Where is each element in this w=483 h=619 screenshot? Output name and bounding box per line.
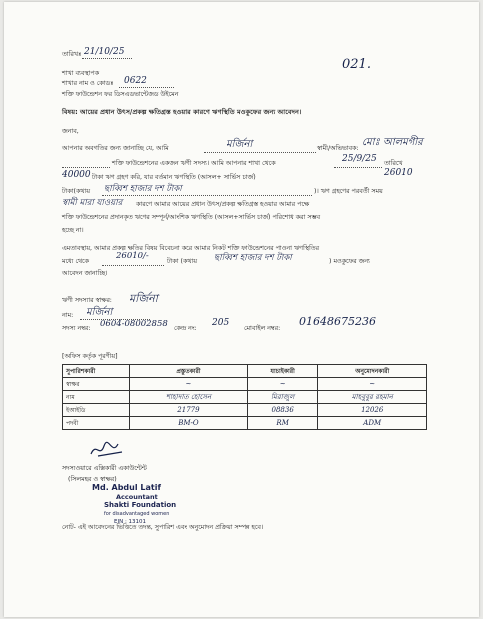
center-no-label: কেন্দ্র নং: — [174, 325, 197, 332]
loan-date: 25/9/25 — [342, 154, 377, 164]
husband-label: স্বামী/অভিভাবক: — [317, 145, 359, 152]
center-number: 205 — [212, 318, 230, 328]
balance-in-words: ছাব্বিশ হাজার দশ টাকা — [104, 184, 182, 194]
table-cell: RM — [247, 417, 318, 430]
accountant-signature-mark — [88, 438, 128, 462]
signature-label: ঋণী সদস্যার স্বাক্ষর: — [62, 297, 112, 304]
table-cell: 08836 — [247, 404, 318, 417]
body-line7: হচ্ছে না। — [62, 227, 84, 234]
mobile-number: 01648675236 — [299, 315, 376, 328]
body-line3: টাকা ঋণ গ্রহণ করি, যার বর্তমান ঋণস্থিতি (আসল+ সার্ভিস চার্জ) — [92, 174, 256, 181]
member-no-label: সদস্য নম্বর: — [62, 325, 91, 332]
borrower-name: মর্জিনা — [226, 139, 253, 150]
member-number: 0604-08002858 — [100, 319, 168, 329]
applicant-name: মর্জিনা — [86, 307, 113, 318]
mobile-label: মোবাইল নম্বর: — [244, 325, 281, 332]
dots-name — [204, 152, 316, 153]
para2-line3: আবেদন জানাচ্ছি। — [62, 270, 108, 277]
row-label: ইআইডি — [63, 404, 130, 417]
dots-lead — [62, 167, 110, 168]
body-line5: কারণে আমার আয়ের প্রধান উৎস/প্রকল্প ক্ষতিগ্রস্ত হওয়ার আমার পক্ষে — [136, 201, 310, 208]
row-label: নাম — [63, 391, 130, 404]
reference-number: 021. — [342, 57, 371, 72]
body-line2: শক্তি ফাউন্ডেশনের একজন ঋণী সদস্য। আমি আপনার শাখা থেকে — [112, 160, 276, 167]
para2-line2-mid: টাকা (কথায় — [167, 258, 197, 265]
para2-line1: এমতাবস্থায়, আমার প্রকল্প ক্ষতির বিষয় বিবেচনা করে আমার নিকট শক্তি ফাউন্ডেশনের পাওনা ঋণস্থিতির — [62, 245, 319, 252]
signature-cell: ~ — [318, 378, 427, 391]
body-line6: শক্তি ফাউন্ডেশনের প্রদানকৃত ঋণের সম্পূর্ন/আংশিক ঋণস্থিতি (আসল+সার্ভিস চার্জ) পরিশোধ করা সম্ভব — [62, 214, 320, 221]
reason: স্বামী মারা যাওয়ার — [62, 198, 123, 208]
table-cell: ADM — [318, 417, 427, 430]
line2-suffix: তারিখে — [384, 160, 403, 167]
office-section-label: [অফিস কর্তৃক পূরণীয়] — [62, 353, 118, 360]
table-cell: মিরাজুল — [247, 391, 318, 404]
current-balance: 26010 — [384, 168, 413, 178]
office-approval-table — [62, 364, 427, 430]
body-line1: আপনার অবগতির জন্য জানাচ্ছি যে, আমি — [62, 145, 169, 152]
column-header: অনুমোদনকারী — [318, 365, 427, 378]
signature-cell: ~ — [130, 378, 248, 391]
loan-amount: 40000 — [62, 170, 91, 180]
table-row — [63, 417, 427, 430]
stamp-role: Accountant — [116, 493, 158, 501]
column-header: যাচাইকারী — [247, 365, 318, 378]
stamp-org: Shakti Foundation — [104, 501, 177, 509]
table-header-row — [63, 365, 427, 378]
dots-waive — [102, 265, 164, 266]
table-cell: 21779 — [130, 404, 248, 417]
para2-line2-suffix: ) মওকুফের জন্য — [329, 258, 370, 265]
date-label: তারিখঃ — [62, 51, 82, 58]
waive-amount-words: ছাব্বিশ হাজার দশ টাকা — [214, 253, 292, 263]
table-cell: BM-O — [130, 417, 248, 430]
para2-line2-prefix: মধ্যে থেকে — [62, 258, 89, 265]
row-label: স্বাক্ষর — [63, 378, 130, 391]
stamp-name: Md. Abdul Latif — [92, 483, 161, 492]
dots-words — [102, 195, 312, 196]
date-value: 21/10/25 — [84, 47, 125, 57]
dots-date — [334, 167, 382, 168]
application-page — [4, 2, 479, 617]
branch-dots — [119, 87, 174, 88]
row-label: পদবী — [63, 417, 130, 430]
subject: বিষয়: আয়ের প্রধান উৎস/প্রকল্প ক্ষতিগ্রস্ত হওয়ার কারণে ঋণস্থিতি মওকুফের জন্য আবেদন। — [62, 108, 302, 116]
branch-code: 0622 — [124, 76, 147, 86]
table-row — [63, 404, 427, 417]
footer-note: নোট- এই আবেদনের ভিত্তিতে তদন্ত, সুপারিশ এবং অনুমোদন প্রক্রিয়া সম্পন্ন হবে। — [62, 524, 264, 531]
signature-cell: ~ — [247, 378, 318, 391]
stamp-ein: EIN : 13101 — [114, 519, 147, 525]
body-line4-suffix: )। ঋণ গ্রহণের পরবর্তী সময় — [314, 188, 383, 195]
stamp-title: সদস্যওয়ারে এক্সিকারী একাউন্টেন্ট — [62, 465, 147, 472]
body-line4-prefix: টাকা(কথায় — [62, 188, 90, 195]
table-cell: 12026 — [318, 404, 427, 417]
stamp-org2: for disadvantaged women — [104, 511, 170, 517]
column-header: সুপারিশকারী — [63, 365, 130, 378]
stamp-subtitle: (সিলমহর ও স্বাক্ষর) — [68, 476, 117, 483]
applicant-name-label: নাম: — [62, 312, 74, 319]
org-line: শক্তি ফাউন্ডেশন ফর ডিসএডভান্টেজড উইমেন — [62, 91, 179, 98]
column-header: প্রস্তুতকারী — [130, 365, 248, 378]
husband-name: মোঃ আলমগীর — [362, 137, 423, 148]
table-cell: শাহাদাত হোসেন — [130, 391, 248, 404]
table-cell: মাহবুবুর রহমান — [318, 391, 427, 404]
table-row — [63, 391, 427, 404]
applicant-signature: মর্জিনা — [129, 292, 158, 305]
branch-manager: শাখা ব্যবস্থাপক — [62, 70, 100, 77]
branch-name-label: শাখার নাম ও কোডঃ — [62, 80, 114, 87]
waive-amount: 26010/- — [116, 251, 149, 261]
table-row — [63, 378, 427, 391]
date-dots — [82, 58, 132, 59]
salutation: জনাব, — [62, 128, 79, 135]
